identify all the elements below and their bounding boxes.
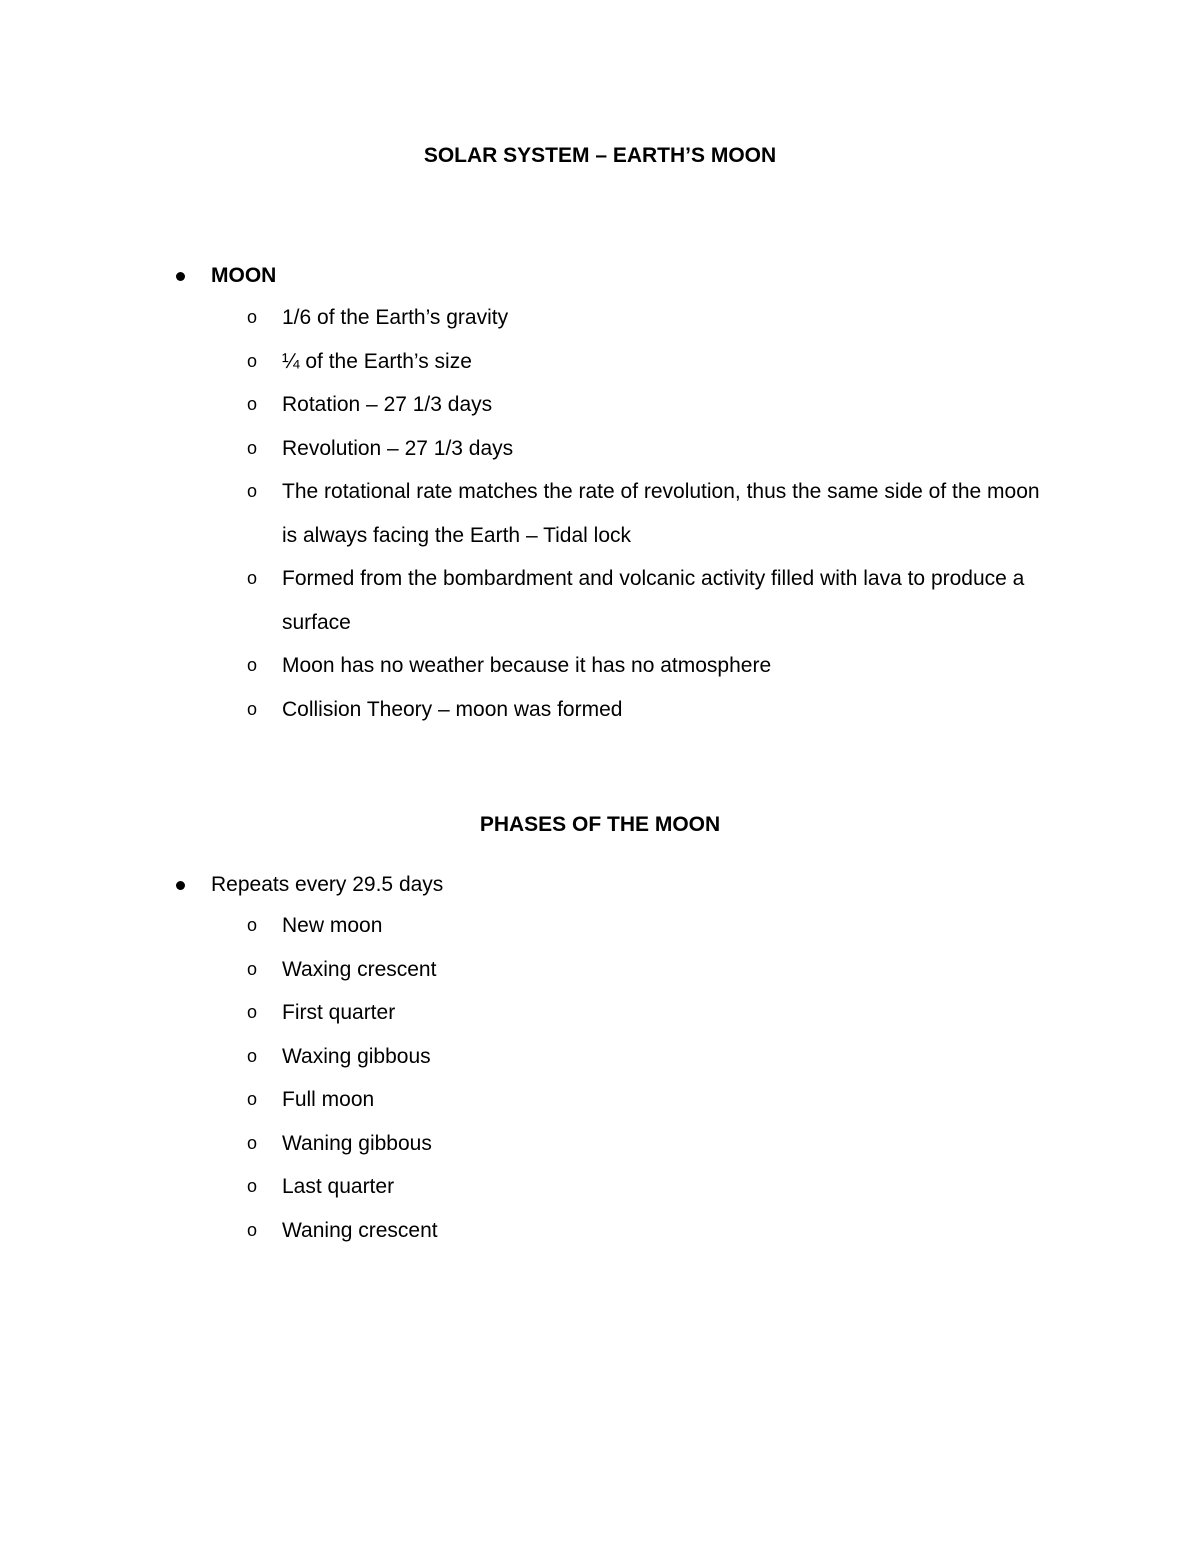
list-item-text: New moon	[282, 914, 383, 937]
list-item	[0, 427, 1200, 471]
list-item	[0, 470, 1200, 557]
list-item	[0, 1209, 1200, 1253]
section-heading: PHASES OF THE MOON	[479, 813, 721, 836]
sub-bullet-marker: o	[247, 1219, 258, 1240]
sub-bullet-marker: o	[247, 350, 258, 371]
list-item	[0, 1078, 1200, 1122]
sub-bullet-marker: o	[247, 655, 258, 675]
sub-bullet-marker: o	[247, 1176, 258, 1196]
list-item-text: Full moon	[282, 1088, 375, 1111]
sub-bullet-marker: o	[247, 698, 258, 719]
sub-bullet-marker: o	[247, 1089, 258, 1109]
list-item-text: Waxing gibbous	[282, 1044, 431, 1068]
list-item-text: Collision Theory – moon was formed	[282, 697, 623, 721]
list-item-text: The rotational rate matches the rate of revolution, thus the same side of the moon is always facing the Earth – Tidal lock	[282, 480, 1040, 547]
list-item	[0, 1035, 1200, 1079]
sub-bullet-marker: o	[247, 437, 258, 458]
moon-facts-list	[0, 296, 1200, 731]
moon-bullet-label: MOON	[211, 264, 277, 287]
list-item-text: Moon has no weather because it has no atmosphere	[282, 654, 772, 677]
sub-bullet-marker: o	[247, 481, 258, 501]
list-item-text: Waxing crescent	[282, 957, 437, 981]
list-item-text: Waning gibbous	[282, 1131, 432, 1155]
phases-list	[0, 904, 1200, 1252]
list-item	[0, 644, 1200, 688]
list-item	[0, 557, 1200, 644]
phases-bullet-label: Repeats every 29.5 days	[211, 873, 444, 896]
list-item	[0, 904, 1200, 948]
list-item	[0, 340, 1200, 384]
list-item	[0, 991, 1200, 1035]
sub-bullet-marker: o	[247, 1002, 258, 1022]
sub-bullet-marker: o	[247, 1132, 258, 1153]
list-item-text: Revolution – 27 1/3 days	[282, 436, 514, 460]
sub-bullet-marker: o	[247, 915, 258, 935]
sub-bullet-marker: o	[247, 307, 258, 327]
sub-bullet-marker: o	[247, 958, 258, 979]
bullet-icon	[176, 881, 185, 890]
list-item	[0, 948, 1200, 992]
list-item-text: Waning crescent	[282, 1218, 438, 1242]
list-item-text: Rotation – 27 1/3 days	[282, 393, 493, 416]
list-item	[0, 296, 1200, 340]
sub-bullet-marker: o	[247, 568, 258, 588]
list-item-text: ¼ of the Earth’s size	[282, 349, 472, 373]
list-item	[0, 1165, 1200, 1209]
page-title: SOLAR SYSTEM – EARTH’S MOON	[423, 144, 777, 167]
list-item	[0, 688, 1200, 732]
sub-bullet-marker: o	[247, 1045, 258, 1066]
list-item-text: First quarter	[282, 1001, 396, 1024]
list-item	[0, 383, 1200, 427]
sub-bullet-marker: o	[247, 394, 258, 414]
bullet-icon	[176, 272, 185, 281]
list-item	[0, 1122, 1200, 1166]
list-item-text: Last quarter	[282, 1175, 395, 1198]
list-item-text: 1/6 of the Earth’s gravity	[282, 306, 509, 329]
list-item-text: Formed from the bombardment and volcanic activity filled with lava to produce a surface	[282, 567, 1025, 634]
